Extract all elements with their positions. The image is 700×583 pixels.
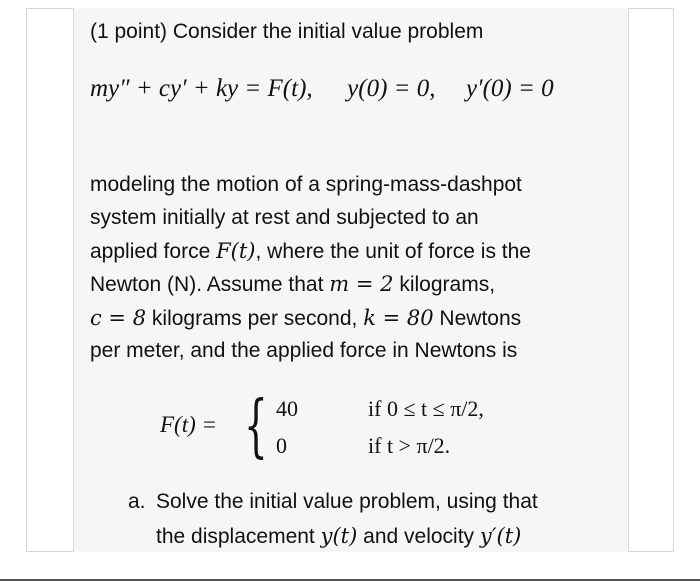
- initial-condition-2: y′(0) = 0: [466, 75, 554, 102]
- body-line-5: [90, 305, 521, 332]
- case-2-condition: if t > π/2.: [368, 433, 451, 458]
- body-text: Newton (N). Assume that: [90, 273, 330, 296]
- part-a-label: a.: [128, 490, 146, 513]
- part-a-line-1: Solve the initial value problem, using that: [156, 490, 538, 513]
- velocity-symbol: y′(t): [479, 524, 522, 548]
- body-text: kilograms,: [393, 273, 496, 296]
- ivp-equation: [90, 75, 554, 103]
- piecewise-lhs: [160, 412, 217, 438]
- body-text: , where the unit of force is the: [255, 240, 531, 263]
- force-symbol: F(t): [216, 239, 256, 263]
- body-text: Newtons: [433, 307, 522, 330]
- damping-value: c = 8: [90, 306, 147, 330]
- case-2-value: 0: [276, 433, 287, 458]
- left-brace-icon: {: [244, 387, 268, 466]
- body-text: kilograms per second,: [146, 307, 364, 330]
- body-line-3: [90, 238, 531, 265]
- problem-header: (1 point) Consider the initial value problem: [90, 20, 484, 43]
- mass-value: m = 2: [329, 272, 394, 296]
- displacement-symbol: y(t): [320, 524, 358, 548]
- body-text: applied force: [90, 240, 217, 263]
- body-line-1: modeling the motion of a spring-mass-dashpot: [90, 173, 522, 196]
- part-a-line-2: [156, 523, 521, 550]
- piecewise-lhs-text: F(t) =: [160, 412, 218, 437]
- body-text: the displacement: [156, 525, 321, 548]
- body-line-4: [90, 271, 495, 298]
- ode: my″ + cy′ + ky = F(t),: [90, 75, 313, 102]
- case-1-value: 40: [276, 396, 298, 421]
- spring-constant-value: k = 80: [363, 306, 434, 330]
- body-line-2: system initially at rest and subjected to an: [90, 206, 479, 229]
- body-text: and velocity: [357, 525, 480, 548]
- body-line-6: per meter, and the applied force in Newtons is: [90, 339, 518, 362]
- initial-condition-1: y(0) = 0,: [347, 75, 436, 102]
- case-1-condition: if 0 ≤ t ≤ π/2,: [368, 396, 484, 421]
- divider: [0, 579, 700, 581]
